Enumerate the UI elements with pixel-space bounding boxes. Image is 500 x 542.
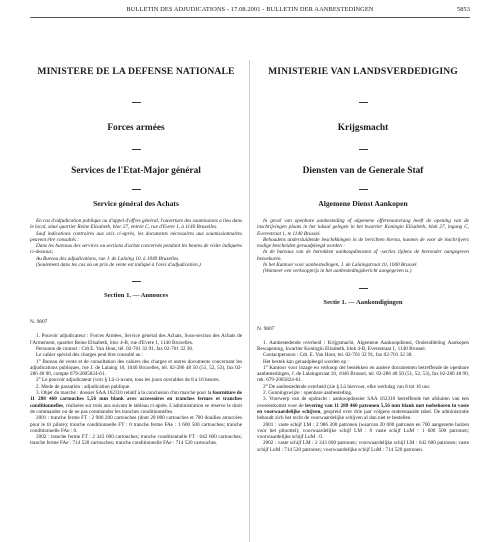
service-title: Diensten van de Generale Staf xyxy=(302,166,424,176)
body-paragraph: Contactpersoon : Cdt. E. Van Hout, tel. 02-701 32 91, fax 02-701 32 30. xyxy=(263,352,413,359)
intro-paragraph: Dans les bureaux des services ou sections d'achat concernés pendant les heures de visite indiquées ci-dessous; xyxy=(30,243,242,256)
french-column xyxy=(30,66,242,447)
page-number: 5853 xyxy=(456,6,470,13)
body-paragraph: 2002 : tranche ferme FT : 2 343 600 cartouches; tranche conditionnelle FT : 642 600 cartouches; tranche ferme FAe : 714 520 cartouches; tranche conditionnelle FAe : 714 520 cartouches. xyxy=(30,434,242,447)
forces-title: Forces armées xyxy=(107,123,165,133)
body-paragraph: Het bestek kan geraadpleegd worden op : xyxy=(263,358,349,365)
body-paragraph: Personne de contact : Cdt E. Van Hout, tél. 02-701 32 91, fax 02-701 32 30. xyxy=(36,345,194,352)
intro-paragraph: In de bureaus van de betrokken aankoopdiensten of -secties tijdens de hieronder aangegeven bezoekuren. xyxy=(257,249,469,262)
notice-body xyxy=(257,340,469,453)
intro-paragraph: In geval van openbare aanbesteding of algemene offerteaanvraag heeft de opening van de inschrijvingen plaats in het lokaal gelegen in het kwartier Koningin Elisabeth, blok 27, ingang C, Everestraat 1, te 1140 Brussel. xyxy=(257,218,469,237)
body-paragraph: 2. Mode de passation : adjudication publique. xyxy=(36,383,131,390)
body-paragraph: 2001 : tranche ferme FT : 2 986 200 cartouches (dont 20 000 cartouches et 700 douilles amorcées pour le tir pilote); tranche conditionnelle FT : 0 tranche ferme FAe : 1 600 500 cartouches; tranche conditionnelle FAe : 0. xyxy=(30,415,242,434)
intro-paragraph: (Seulement dans les cas où un prix de vente est indiqué à l'avis d'adjudication.) xyxy=(36,262,201,269)
intro-paragraph: (Wanneer een verkoopprijs in het aanbestedingsbericht aangegeven is.) xyxy=(263,268,412,275)
body-paragraph: 1° Kantoor voor inzage en verkoop der bestekken en andere documenten betreffende de openbare aanbestedingen, J. de Lalaingstraat 10, 1040 Brussel, tel. 02-286 48 50 (51, 52, 53), fax 02-286 48 90, rek. 679-2005824-61. xyxy=(257,364,469,384)
section-heading: Sectie 1. — Aankondigingen xyxy=(323,298,403,306)
running-title: BULLETIN DES ADJUDICATIONS - 17.08.2001 - BULLETIN DER AANBESTEDINGEN xyxy=(126,6,374,13)
subservice-title: Service général des Achats xyxy=(93,199,179,208)
ministry-title: MINISTERIE VAN LANDSVERDEDIGING xyxy=(268,66,458,77)
body-paragraph: 2° Le pouvoir adjudicateur (voir § Lü ci-avant, tous les jours ouvrables de 8 à 16 heures. xyxy=(36,377,220,384)
dutch-column xyxy=(257,66,469,453)
body-paragraph: 3. Objet du marché : dossier SAA 162310 relatif à la conclusion d'un marché pour la fourniture de 11 288 460 cartouches 5,56 mm blank avec accessoires en tranches fermes et tranches conditionnelles, réalisées sur trois ans suivant le tableau ci-après. L'administration se réserve le droit de commander ou de ne pas commander les tranches conditionnelles. xyxy=(30,390,242,415)
intro-block xyxy=(30,218,242,268)
body-paragraph: 1. Pouvoir adjudicateur : Forces Armées, Service général des Achats, Sous-section des Achats de l'Armement, quartier Reine Elisabeth, bloc 4-B, rue d'Evere 1, 1140 Bruxelles. xyxy=(30,333,242,346)
intro-paragraph: Behoudens andersluidende beschikkingen in de berichten hierna, kunnen de voor de inschrijvers nodige bescheiden geraadpleegd worden : xyxy=(257,236,469,250)
section-heading: Section 1. — Annonces xyxy=(103,292,169,300)
intro-paragraph: Sauf indications contraires aux avis ci-après, les documents nécessaires aux soumissionnaires peuvent être consultés : xyxy=(30,230,242,243)
running-header xyxy=(30,4,470,16)
body-paragraph: 1. Aanbestedende overheid : Krijgsmacht, Algemene Aankoopdienst, Onderafdeling Aankopen Bewapening, kwartier Koningin Elisabeth, blok 4-B, Everestraat 1, 1140 Brussel. xyxy=(257,339,469,352)
body-paragraph: 1° Bureau de vente et de consultation des cahiers des charges et autres documents concernant les adjudications publiques, rue J. de Lalaing 10, 1040 Bruxelles, tél. 02-286 48 50 (51, 52, 53), fax 02-286 48 90, compte 679-2005824-61. xyxy=(30,358,242,378)
intro-paragraph: Au Bureau des adjudications, rue J. de Lalaing 10, à 1040 Bruxelles. xyxy=(36,255,180,262)
intro-block xyxy=(257,218,469,275)
service-title: Services de l'Etat-Major général xyxy=(71,166,201,176)
forces-title: Krijgsmacht xyxy=(337,123,389,133)
ministry-title: MINISTERE DE LA DEFENSE NATIONALE xyxy=(37,66,235,77)
intro-paragraph: En cas d'adjudication publique ou d'appel d'offres général, l'ouverture des soumissions a lieu dans le local, situé quartier Reine Elisabeth, bloc 27, entrée C, rue d'Evere 1, à 1140 Bruxelles. xyxy=(30,218,242,231)
notice-body xyxy=(30,333,242,446)
body-paragraph: Le cahier spécial des charges peut être consulté au : xyxy=(36,352,144,359)
body-paragraph: 2001 : vaste schijf LM : 2 986 200 patronen (waarvan 20 000 patronen en 700 aangezette hulzen voor het piloottel); voorwaardelijke schijf LM : 0 vaste schijf LuM : 1 600 500 patronen; voorwaardelijke schijf LuM : 0. xyxy=(257,421,469,441)
notice-number: N. 9807 xyxy=(30,319,48,326)
body-paragraph: 3. Voorwerp van de opdracht : aankoopdossier SAA 162310 betreffende het afsluiten van een overeenkomst voor de levering van 11 288 460 patronen 5,56 mm blank met toebehoren in vaste en voorwaardelijke schijven, gespreid over drie jaar volgens onderstaande tabel. De administratie behoudt zich het recht de voorwaardelijke schijven al dan niet te bestellen. xyxy=(257,396,469,422)
body-paragraph: 2002 : vaste schijf LM : 2 343 600 patronen; voorwaardelijke schijf LM : 642 600 patronen; vaste schijf LuM : 714 520 patronen; voorwaardelijke schijf LuM : 714 520 patronen. xyxy=(257,440,469,453)
notice-number: N. 9807 xyxy=(257,325,275,332)
body-paragraph: 2. Gunningswijze : openbare aanbesteding. xyxy=(263,390,353,397)
intro-paragraph: In het Kantoor voor aanbestedingen, J. de Lalaingstraat 10, 1040 Brussel. xyxy=(263,262,418,269)
header-rule xyxy=(30,17,470,18)
body-paragraph: 2° De aanbestedende overheid (zie § Lü hiervoor, elke werkdag van 8 tot 16 uur. xyxy=(263,383,431,390)
column-separator xyxy=(249,60,250,542)
subservice-title: Algemene Dienst Aankopen xyxy=(318,199,408,208)
